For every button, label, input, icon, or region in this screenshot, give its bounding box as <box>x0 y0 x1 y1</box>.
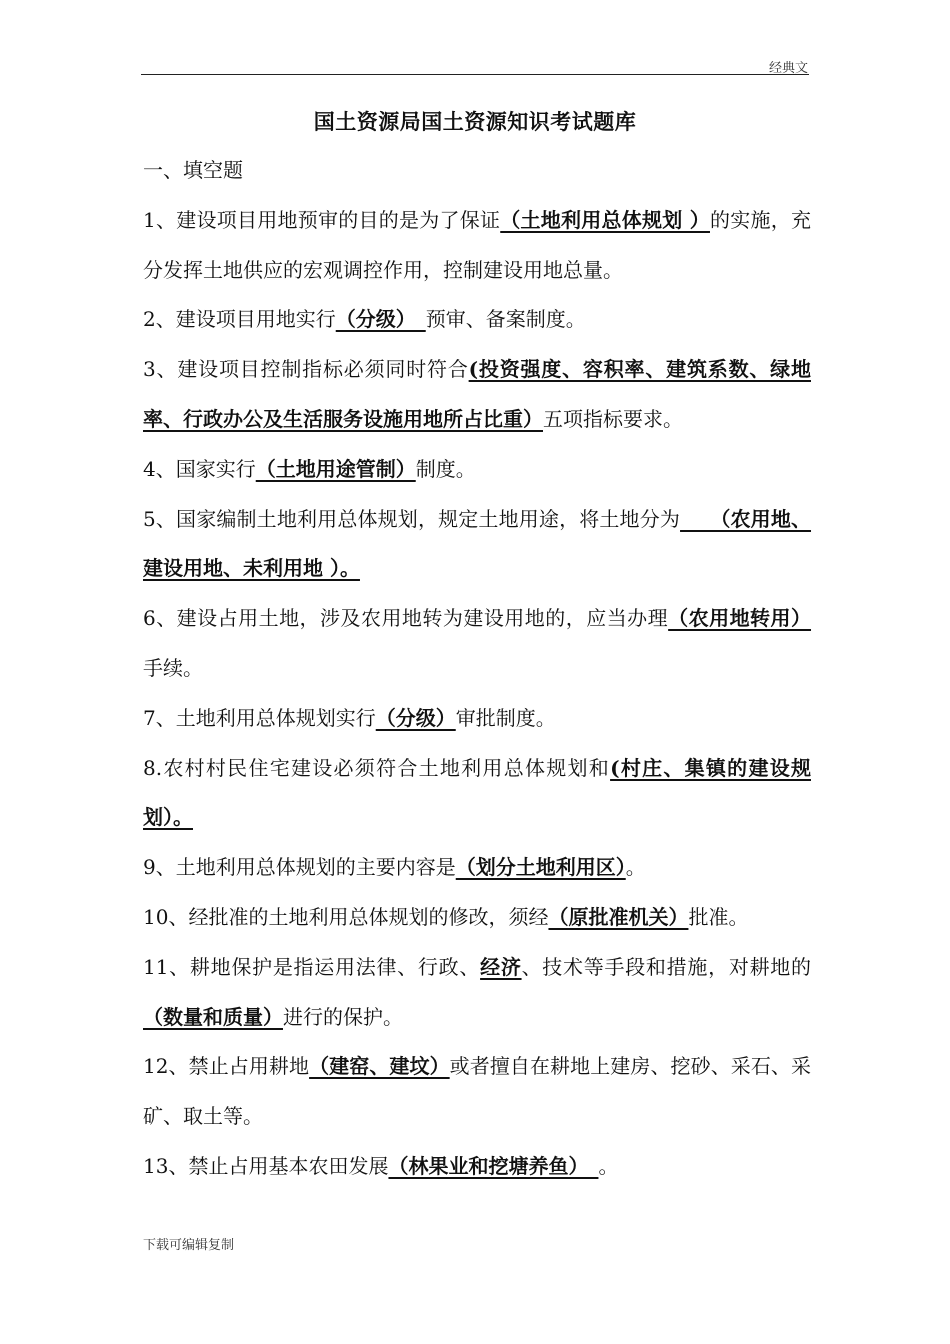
question-12: 12、禁止占用耕地（建窑、建坟）或者擅自在耕地上建房、挖砂、采石、采矿、取土等。 <box>143 1054 812 1129</box>
section-heading: 一、填空题 <box>143 158 243 182</box>
answer-10: （原批准机关） <box>548 904 689 929</box>
question-8: 8.农村村民住宅建设必须符合土地利用总体规划和(村庄、集镇的建设规划）。 <box>143 755 811 830</box>
question-3: 3、建设项目控制指标必须同时符合(投资强度、容积率、建筑系数、绿地率、行政办公及生活服务设施用地所占比重）五项指标要求。 <box>143 357 811 431</box>
question-4: 4、国家实行（土地用途管制）制度。 <box>143 456 476 481</box>
answer-1: （土地利用总体规划 ） <box>500 207 710 232</box>
answer-7: （分级） <box>375 705 456 730</box>
answer-3: (投资强度、容积率、建筑系数、绿地率、行政办公及生活服务设施用地所占比重） <box>143 357 811 431</box>
question-13: 13、禁止占用基本农田发展（林果业和挖塘养鱼） 。 <box>143 1153 619 1178</box>
question-7: 7、土地利用总体规划实行（分级）审批制度。 <box>143 705 556 730</box>
answer-11a: 经济 <box>480 954 522 979</box>
footer-label: 下载可编辑复制 <box>143 1238 235 1253</box>
question-11: 11、耕地保护是指运用法律、行政、经济、技术等手段和措施，对耕地的（数量和质量）进行的保护。 <box>143 954 812 1029</box>
answer-6: （农用地转用） <box>668 606 812 631</box>
answer-2: （分级） <box>335 307 426 332</box>
answer-13: （林果业和挖塘养鱼） <box>388 1153 599 1178</box>
answer-9: （划分土地利用区） <box>455 855 626 880</box>
document-body <box>143 146 811 1192</box>
question-1: 1、建设项目用地预审的目的是为了保证（土地利用总体规划 ）的实施，充分发挥土地供应的宏观调控作用，控制建设用地总量。 <box>143 207 811 282</box>
header-rule <box>141 74 809 75</box>
question-10: 10、经批准的土地利用总体规划的修改，须经（原批准机关）批准。 <box>143 904 749 929</box>
answer-5: （农用地、建设用地、未利用地 ）。 <box>143 506 812 581</box>
question-2: 2、建设项目用地实行（分级） 预审、备案制度。 <box>143 307 586 332</box>
answer-4: （土地用途管制） <box>255 456 416 481</box>
answer-8: (村庄、集镇的建设规划）。 <box>143 755 811 830</box>
answer-11b: （数量和质量） <box>143 1004 283 1029</box>
header-label: 经典文 <box>768 61 808 76</box>
question-6: 6、建设占用土地，涉及农用地转为建设用地的，应当办理（农用地转用）手续。 <box>143 606 812 680</box>
answer-12: （建窑、建坟） <box>309 1054 450 1079</box>
question-5: 5、国家编制土地利用总体规划，规定土地用途，将土地分为 （农用地、建设用地、未利用地 ）。 <box>143 506 812 581</box>
page-title: 国土资源局国土资源知识考试题库 <box>313 109 637 134</box>
question-9: 9、土地利用总体规划的主要内容是（划分土地利用区）。 <box>143 855 646 880</box>
